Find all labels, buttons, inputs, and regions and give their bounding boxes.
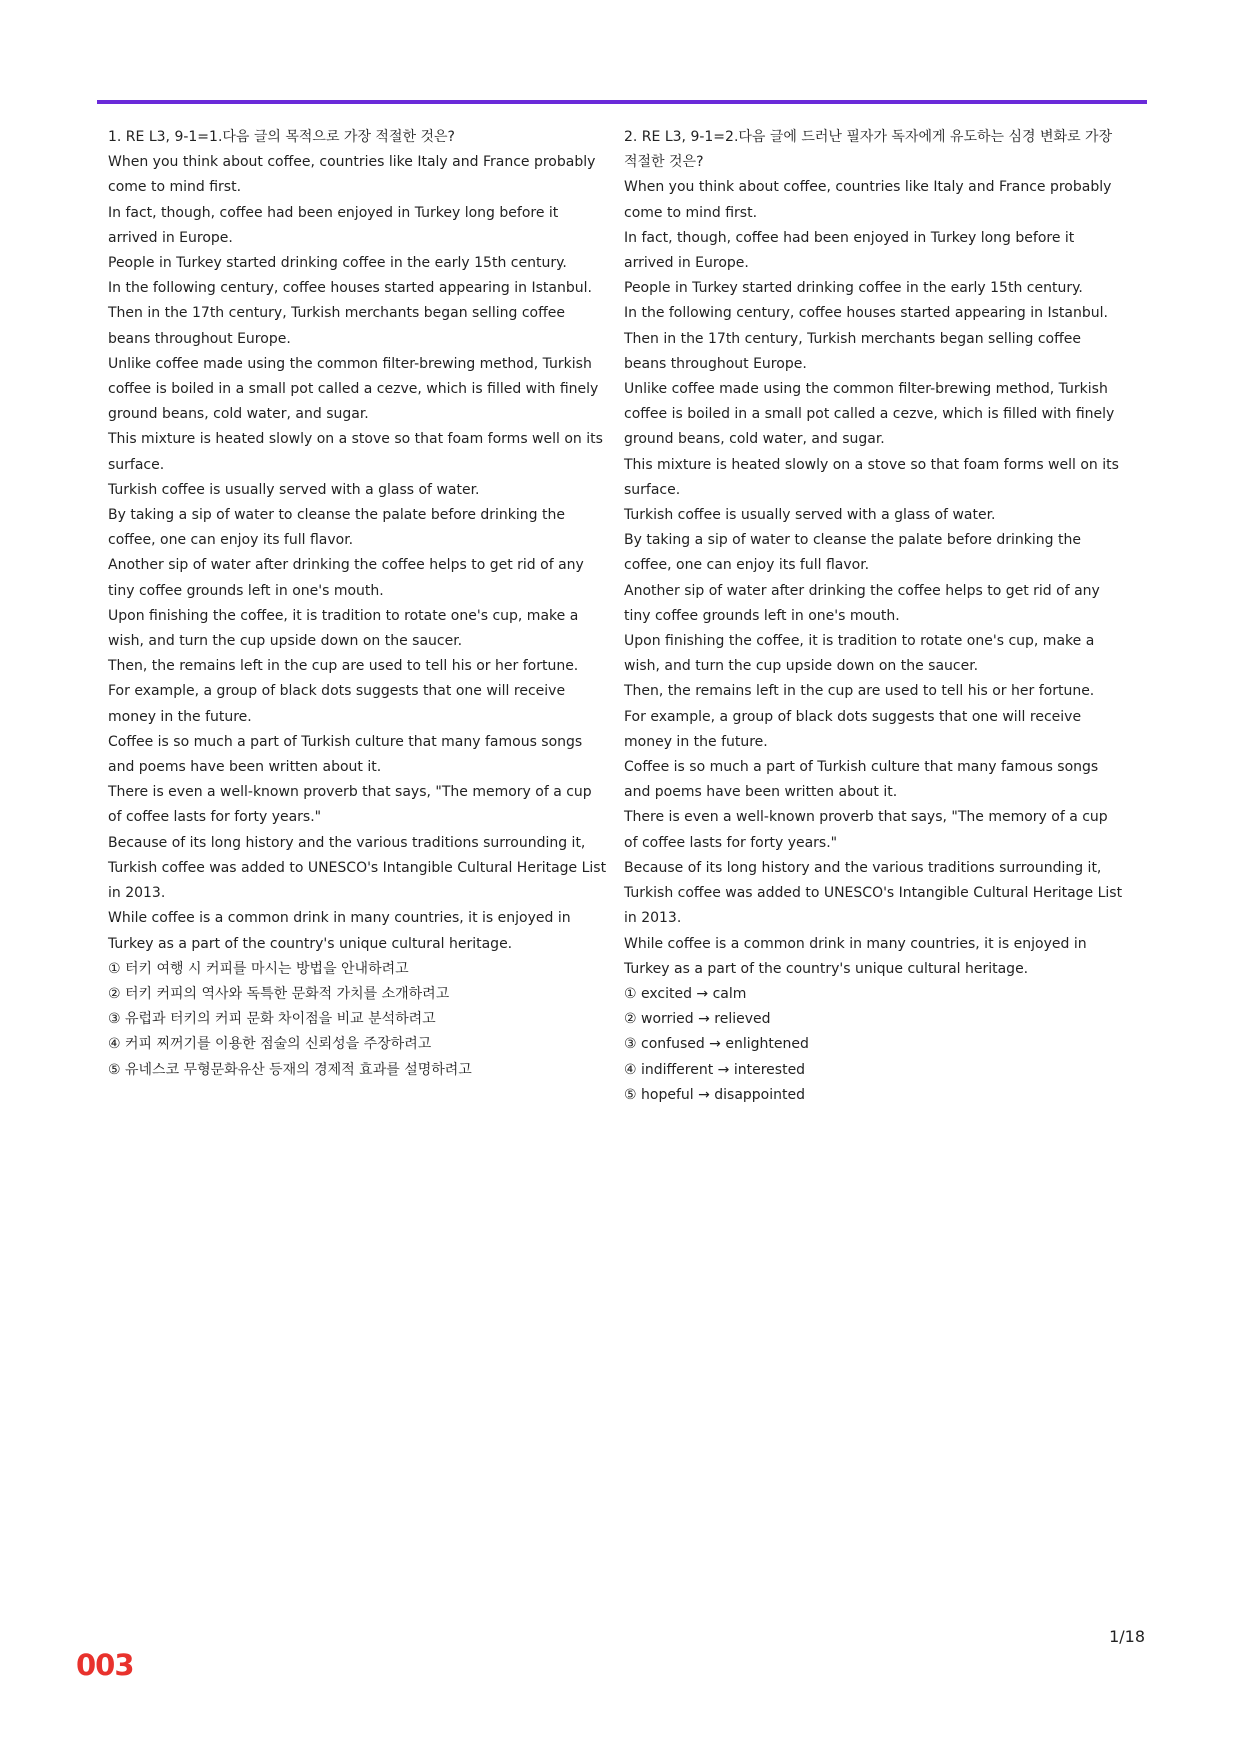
answer-choice: ③ 유럽과 터키의 커피 문화 차이점을 비교 분석하려고 xyxy=(108,1011,436,1028)
answer-choice: ③ confused → enlightened xyxy=(624,1036,809,1053)
passage-line: Because of its long history and the various traditions surrounding it, Turkish coffee was added to UNESCO's Intangible Cultural Heritage List in 2013. xyxy=(624,859,1123,927)
question-title: 2. RE L3, 9-1=2.다음 글에 드러난 필자가 독자에게 유도하는 심경 변화로 가장 적절한 것은? xyxy=(624,129,1113,171)
passage-line: While coffee is a common drink in many countries, it is enjoyed in Turkey as a part of the country's unique cultural heritage. xyxy=(108,910,571,952)
passage-line: In fact, though, coffee had been enjoyed in Turkey long before it arrived in Europe. xyxy=(108,204,559,246)
passage-line: There is even a well-known proverb that says, "The memory of a cup of coffee lasts for forty years." xyxy=(624,809,1108,851)
question-1 xyxy=(108,125,608,1083)
passage-line: Unlike coffee made using the common filter-brewing method, Turkish coffee is boiled in a small pot called a cezve, which is filled with finely ground beans, cold water, and sugar. xyxy=(624,381,1115,448)
passage-line: In the following century, coffee houses started appearing in Istanbul. xyxy=(108,280,592,297)
passage-line: In fact, though, coffee had been enjoyed in Turkey long before it arrived in Europe. xyxy=(624,229,1075,272)
passage-line: By taking a sip of water to cleanse the palate before drinking the coffee, one can enjoy its full flavor. xyxy=(108,507,565,549)
passage-line: Upon finishing the coffee, it is tradition to rotate one's cup, make a wish, and turn the cup upside down on the saucer. xyxy=(624,633,1095,675)
header-rule xyxy=(97,100,1147,104)
answer-choice: ⑤ 유네스코 무형문화유산 등재의 경제적 효과를 설명하려고 xyxy=(108,1061,472,1078)
passage-line: Then, the remains left in the cup are used to tell his or her fortune. xyxy=(624,683,1095,700)
question-2 xyxy=(624,125,1124,1108)
page-number: 1/18 xyxy=(1109,1627,1145,1646)
passage-line: When you think about coffee, countries like Italy and France probably come to mind first. xyxy=(108,154,596,196)
passage-line: Then in the 17th century, Turkish merchants began selling coffee beans throughout Europe. xyxy=(108,305,565,347)
passage-line: Turkish coffee is usually served with a glass of water. xyxy=(624,507,996,524)
passage-line: Coffee is so much a part of Turkish culture that many famous songs and poems have been written about it. xyxy=(624,759,1099,801)
passage-line: In the following century, coffee houses started appearing in Istanbul. xyxy=(624,305,1108,322)
answer-choice: ② worried → relieved xyxy=(624,1011,771,1028)
passage-line: For example, a group of black dots suggests that one will receive money in the future. xyxy=(624,708,1082,750)
passage-line: Another sip of water after drinking the coffee helps to get rid of any tiny coffee grounds left in one's mouth. xyxy=(108,557,584,599)
page-code: 003 xyxy=(76,1648,134,1682)
passage-line: Upon finishing the coffee, it is tradition to rotate one's cup, make a wish, and turn the cup upside down on the saucer. xyxy=(108,607,579,650)
passage-line: Turkish coffee is usually served with a glass of water. xyxy=(108,481,480,498)
passage-line: There is even a well-known proverb that says, "The memory of a cup of coffee lasts for forty years." xyxy=(108,784,592,826)
passage-line: Another sip of water after drinking the coffee helps to get rid of any tiny coffee grounds left in one's mouth. xyxy=(624,582,1100,624)
passage-line: This mixture is heated slowly on a stove so that foam forms well on its surface. xyxy=(624,456,1119,498)
passage-line: When you think about coffee, countries like Italy and France probably come to mind first. xyxy=(624,179,1112,221)
passage-line: Unlike coffee made using the common filter-brewing method, Turkish coffee is boiled in a small pot called a cezve, which is filled with finely ground beans, cold water, and sugar. xyxy=(108,355,599,423)
passage-line: While coffee is a common drink in many countries, it is enjoyed in Turkey as a part of the country's unique cultural heritage. xyxy=(624,935,1087,977)
answer-choice: ④ 커피 찌꺼기를 이용한 점술의 신뢰성을 주장하려고 xyxy=(108,1036,432,1053)
passage-line: Because of its long history and the various traditions surrounding it, Turkish coffee was added to UNESCO's Intangible Cultural Heritage List in 2013. xyxy=(108,834,607,902)
answer-choice: ① excited → calm xyxy=(624,985,747,1002)
passage-line: People in Turkey started drinking coffee in the early 15th century. xyxy=(108,255,567,272)
answer-choice: ② 터키 커피의 역사와 독특한 문화적 가치를 소개하려고 xyxy=(108,985,450,1002)
answer-choice: ⑤ hopeful → disappointed xyxy=(624,1086,806,1103)
passage-line: By taking a sip of water to cleanse the palate before drinking the coffee, one can enjoy its full flavor. xyxy=(624,532,1081,574)
passage-line: Then in the 17th century, Turkish merchants began selling coffee beans throughout Europe. xyxy=(624,330,1081,372)
passage-line: Coffee is so much a part of Turkish culture that many famous songs and poems have been written about it. xyxy=(108,733,583,776)
passage-line: People in Turkey started drinking coffee in the early 15th century. xyxy=(624,280,1083,297)
question-title: 1. RE L3, 9-1=1.다음 글의 목적으로 가장 적절한 것은? xyxy=(108,129,455,145)
passage-line: Then, the remains left in the cup are used to tell his or her fortune. xyxy=(108,658,579,675)
passage-line: For example, a group of black dots suggests that one will receive money in the future. xyxy=(108,683,566,725)
passage-line: This mixture is heated slowly on a stove so that foam forms well on its surface. xyxy=(108,431,603,473)
answer-choice: ④ indifferent → interested xyxy=(624,1061,806,1078)
answer-choice: ① 터키 여행 시 커피를 마시는 방법을 안내하려고 xyxy=(108,960,409,977)
